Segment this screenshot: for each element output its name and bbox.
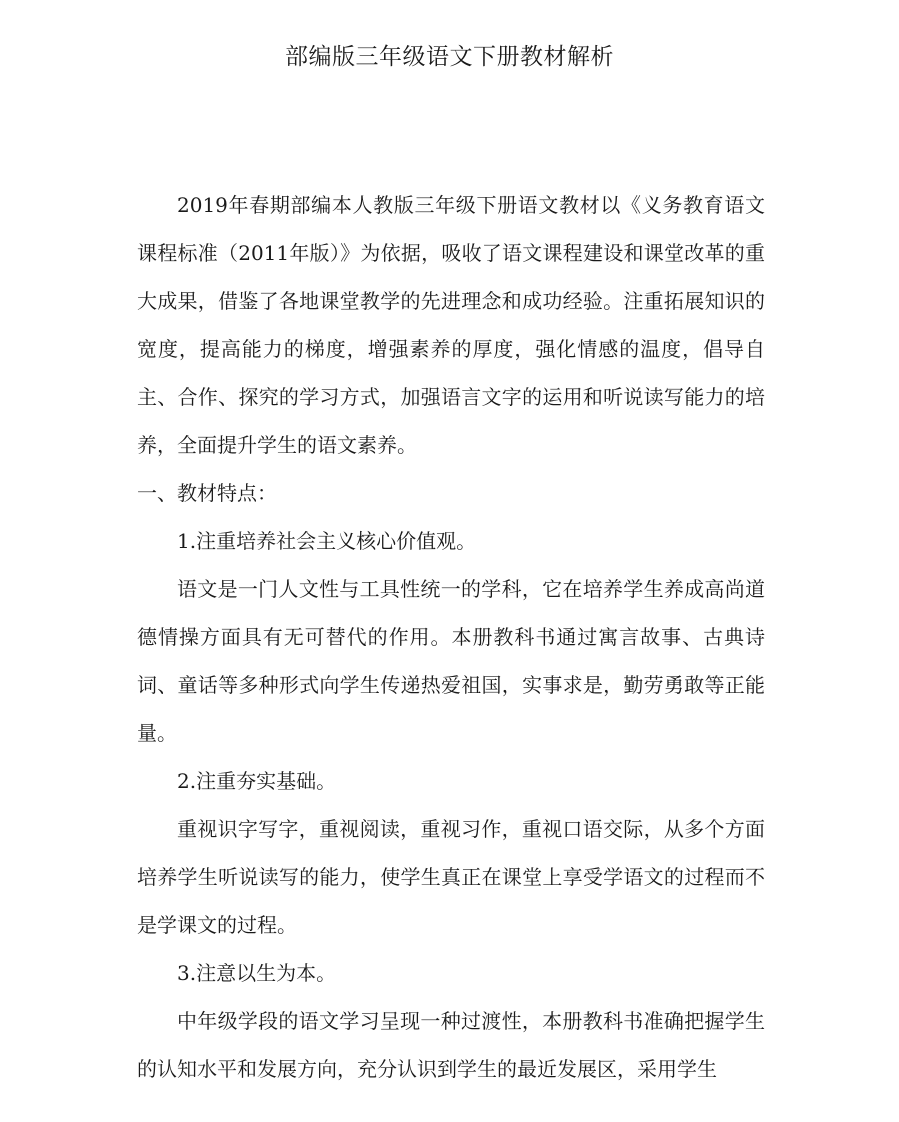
section-heading-features: 一、教材特点：	[137, 481, 277, 505]
point-paragraph-3: 中年级学段的语文学习呈现一种过渡性，本册教科书准确把握学生的认知水平和发展方向，充分认识到学生的最近发展区，采用学生	[137, 1009, 765, 1081]
point-heading-3: 3.注意以生为本。	[177, 961, 337, 985]
point-heading-1: 1.注重培养社会主义核心价值观。	[177, 529, 477, 553]
document-body	[137, 181, 765, 1093]
document-title: 部编版三年级语文下册教材解析	[285, 44, 614, 70]
point-paragraph-2: 重视识字写字，重视阅读，重视习作，重视口语交际，从多个方面培养学生听说读写的能力，使学生真正在课堂上享受学语文的过程而不是学课文的过程。	[137, 817, 765, 937]
point-paragraph-1: 语文是一门人文性与工具性统一的学科，它在培养学生养成高尚道德情操方面具有无可替代的作用。本册教科书通过寓言故事、古典诗词、童话等多种形式向学生传递热爱祖国，实事求是，勤劳勇敢等正能量。	[137, 577, 765, 745]
point-heading-2: 2.注重夯实基础。	[177, 769, 337, 793]
intro-paragraph: 2019年春期部编本人教版三年级下册语文教材以《义务教育语文课程标准（2011年版）》为依据，吸收了语文课程建设和课堂改革的重大成果，借鉴了各地课堂教学的先进理念和成功经验。注重拓展知识的宽度，提高能力的梯度，增强素养的厚度，强化情感的温度，倡导自主、合作、探究的学习方式，加强语言文字的运用和听说读写能力的培养，全面提升学生的语文素养。	[137, 193, 765, 457]
